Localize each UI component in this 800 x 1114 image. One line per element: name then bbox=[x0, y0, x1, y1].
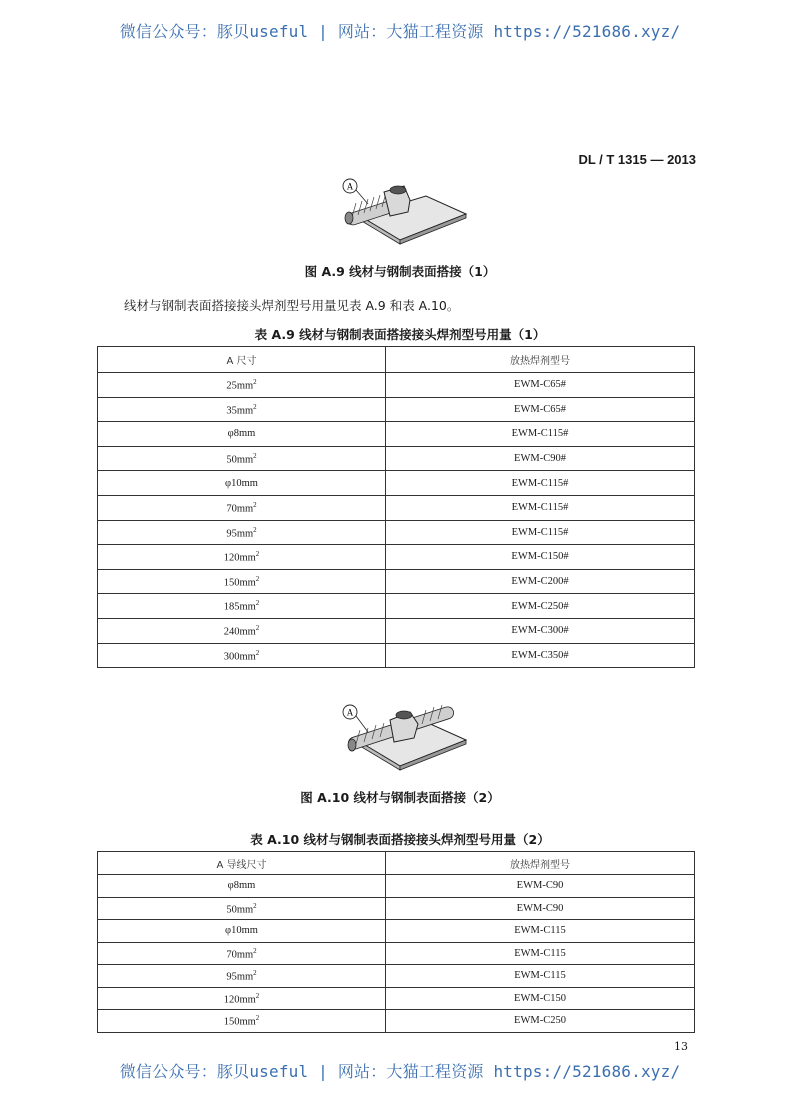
size-exponent: 2 bbox=[253, 525, 257, 534]
table-row bbox=[98, 422, 695, 447]
size-exponent: 2 bbox=[255, 574, 260, 583]
size-value: 150mm bbox=[223, 577, 256, 589]
table-row bbox=[98, 397, 695, 422]
body-paragraph: 线材与钢制表面搭接接头焊剂型号用量见表 A.9 和表 A.10。 bbox=[124, 298, 460, 313]
size-exponent: 2 bbox=[253, 402, 257, 411]
size-value: 300mm bbox=[223, 651, 256, 663]
table-row bbox=[98, 942, 695, 965]
size-value: 50mm bbox=[226, 904, 254, 915]
table-row bbox=[98, 987, 695, 1010]
size-value: 95mm bbox=[226, 528, 254, 540]
table-a9 bbox=[97, 346, 695, 668]
table-row bbox=[98, 1010, 695, 1033]
size-value: 25mm bbox=[226, 380, 254, 392]
size-cell bbox=[98, 397, 386, 422]
size-cell bbox=[98, 942, 386, 965]
table-header-cell: 放热焊剂型号 bbox=[386, 852, 695, 875]
size-exponent: 2 bbox=[253, 969, 257, 977]
table-header-row bbox=[98, 852, 695, 875]
size-cell bbox=[98, 1010, 386, 1033]
flux-model-cell: EWM-C115 bbox=[386, 965, 695, 988]
size-exponent: 2 bbox=[255, 991, 260, 1000]
figure-a10-caption: 图 A.10 线材与钢制表面搭接（2） bbox=[300, 790, 500, 805]
watermark-bottom: 微信公众号：豚贝useful | 网站：大猫工程资源 https://521686.xyz/ bbox=[119, 1062, 681, 1081]
size-value: 70mm bbox=[226, 503, 254, 515]
watermark-top: 微信公众号：豚贝useful | 网站：大猫工程资源 https://521686.xyz/ bbox=[119, 22, 681, 41]
size-exponent: 2 bbox=[253, 501, 257, 510]
table-row bbox=[98, 618, 695, 643]
size-cell bbox=[98, 965, 386, 988]
flux-model-cell: EWM-C200# bbox=[386, 569, 695, 594]
size-value: 95mm bbox=[226, 971, 254, 983]
flux-model-cell: EWM-C350# bbox=[386, 643, 695, 668]
size-exponent: 2 bbox=[255, 1014, 260, 1022]
document-id: DL / T 1315 — 2013 bbox=[578, 152, 696, 167]
size-value: 50mm bbox=[226, 454, 254, 466]
flux-model-cell: EWM-C115# bbox=[386, 471, 695, 496]
size-exponent: 2 bbox=[253, 451, 257, 460]
size-exponent: 2 bbox=[255, 550, 260, 559]
flux-model-cell: EWM-C250# bbox=[386, 594, 695, 619]
size-cell bbox=[98, 471, 386, 496]
table-row bbox=[98, 520, 695, 545]
size-cell bbox=[98, 987, 386, 1010]
size-value: 35mm bbox=[226, 405, 254, 417]
size-cell bbox=[98, 897, 386, 920]
size-cell bbox=[98, 495, 386, 520]
table-header-cell: A 尺寸 bbox=[98, 347, 386, 373]
size-cell bbox=[98, 594, 386, 619]
figure-a9-illustration bbox=[338, 174, 468, 246]
size-cell bbox=[98, 545, 386, 570]
size-cell bbox=[98, 920, 386, 943]
table-header-cell: A 导线尺寸 bbox=[98, 852, 386, 875]
table-row bbox=[98, 569, 695, 594]
size-value: 150mm bbox=[223, 1016, 256, 1028]
size-value: 70mm bbox=[226, 949, 254, 960]
size-exponent: 2 bbox=[253, 901, 257, 910]
size-cell bbox=[98, 422, 386, 447]
flux-model-cell: EWM-C115 bbox=[386, 942, 695, 965]
size-cell bbox=[98, 875, 386, 898]
flux-model-cell: EWM-C115 bbox=[386, 920, 695, 943]
size-exponent: 2 bbox=[253, 378, 257, 387]
size-cell bbox=[98, 520, 386, 545]
size-cell bbox=[98, 373, 386, 398]
size-value: 120mm bbox=[223, 552, 256, 564]
table-header-row bbox=[98, 347, 695, 373]
size-cell bbox=[98, 569, 386, 594]
size-exponent: 2 bbox=[255, 648, 260, 657]
flux-model-cell: EWM-C90 bbox=[386, 875, 695, 898]
page-number: 13 bbox=[674, 1040, 688, 1053]
flux-model-cell: EWM-C150 bbox=[386, 987, 695, 1010]
flux-model-cell: EWM-C65# bbox=[386, 373, 695, 398]
figure-a9-caption: 图 A.9 线材与钢制表面搭接（1） bbox=[304, 264, 496, 279]
flux-model-cell: EWM-C115# bbox=[386, 520, 695, 545]
flux-model-cell: EWM-C115# bbox=[386, 495, 695, 520]
flux-model-cell: EWM-C65# bbox=[386, 397, 695, 422]
figure-a10-callout-label: A bbox=[346, 707, 354, 718]
table-row bbox=[98, 920, 695, 943]
size-value: φ8mm bbox=[227, 880, 256, 892]
flux-model-cell: EWM-C300# bbox=[386, 618, 695, 643]
flux-model-cell: EWM-C90# bbox=[386, 446, 695, 471]
flux-model-cell: EWM-C150# bbox=[386, 545, 695, 570]
size-exponent: 2 bbox=[253, 946, 257, 955]
size-value: φ10mm bbox=[225, 925, 258, 937]
size-value: 120mm bbox=[223, 994, 256, 1005]
size-cell bbox=[98, 643, 386, 668]
table-header-cell: 放热焊剂型号 bbox=[386, 347, 695, 373]
table-a10 bbox=[97, 851, 695, 1033]
size-value: φ8mm bbox=[227, 428, 256, 440]
table-row bbox=[98, 471, 695, 496]
size-cell bbox=[98, 446, 386, 471]
table-row bbox=[98, 643, 695, 668]
size-cell bbox=[98, 618, 386, 643]
table-row bbox=[98, 495, 695, 520]
size-value: 240mm bbox=[223, 626, 256, 638]
table-row bbox=[98, 446, 695, 471]
flux-model-cell: EWM-C250 bbox=[386, 1010, 695, 1033]
table-a9-title: 表 A.9 线材与钢制表面搭接接头焊剂型号用量（1） bbox=[254, 327, 546, 342]
table-row bbox=[98, 965, 695, 988]
flux-model-cell: EWM-C90 bbox=[386, 897, 695, 920]
table-row bbox=[98, 373, 695, 398]
table-row bbox=[98, 897, 695, 920]
size-value: φ10mm bbox=[225, 477, 258, 489]
table-row bbox=[98, 594, 695, 619]
table-a10-title: 表 A.10 线材与钢制表面搭接接头焊剂型号用量（2） bbox=[250, 832, 550, 847]
table-row bbox=[98, 545, 695, 570]
size-exponent: 2 bbox=[255, 599, 260, 608]
figure-a10-illustration bbox=[338, 700, 468, 772]
size-exponent: 2 bbox=[255, 623, 260, 632]
size-value: 185mm bbox=[223, 601, 256, 613]
table-row bbox=[98, 875, 695, 898]
figure-a9-callout-label: A bbox=[346, 181, 354, 192]
flux-model-cell: EWM-C115# bbox=[386, 422, 695, 447]
